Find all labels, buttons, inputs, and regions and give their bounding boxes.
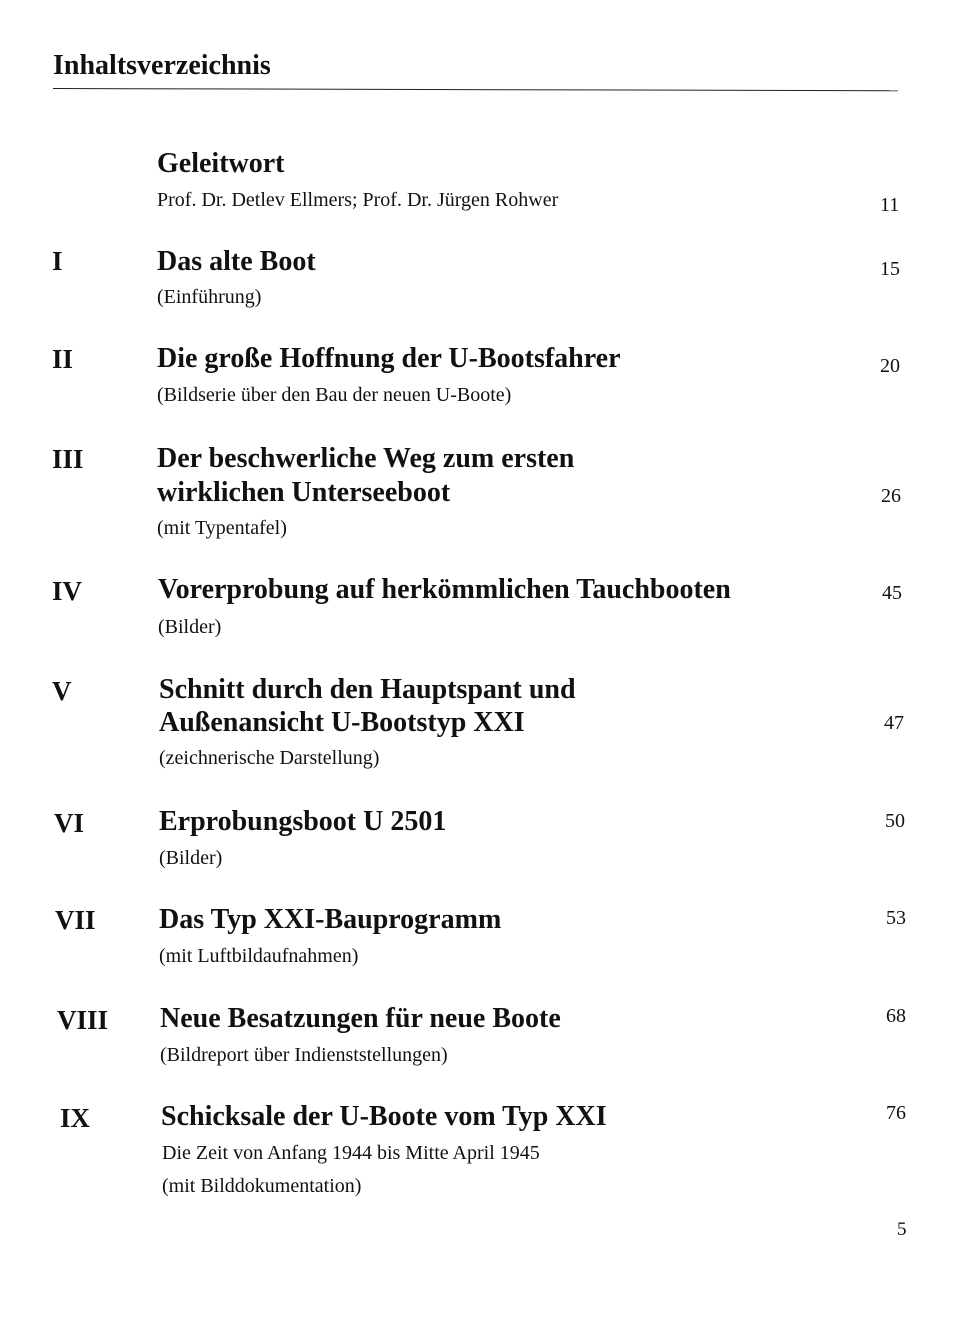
chapter-numeral: II bbox=[52, 344, 74, 374]
entry-subtitle: (Bildreport über Indienststellungen) bbox=[160, 1044, 448, 1066]
entry-title: Das alte Boot bbox=[157, 246, 316, 277]
entry-subtitle: (mit Luftbildaufnahmen) bbox=[159, 945, 359, 967]
entry-page-number: 47 bbox=[884, 712, 904, 734]
chapter-numeral: V bbox=[52, 676, 72, 706]
entry-title: Geleitwort bbox=[157, 148, 285, 179]
entry-title: Schnitt durch den Hauptspant und bbox=[159, 674, 576, 705]
chapter-numeral: VIII bbox=[57, 1005, 109, 1035]
entry-subtitle: (Einführung) bbox=[157, 286, 262, 308]
entry-page-number: 11 bbox=[880, 194, 900, 216]
entry-subtitle: (Bilder) bbox=[158, 616, 222, 638]
page-title: Inhaltsverzeichnis bbox=[53, 50, 271, 81]
entry-page-number: 50 bbox=[885, 810, 905, 832]
entry-title-line-2: Außenansicht U-Bootstyp XXI bbox=[159, 707, 525, 738]
entry-title-line-2: wirklichen Unterseeboot bbox=[157, 477, 451, 508]
entry-subtitle: Prof. Dr. Detlev Ellmers; Prof. Dr. Jürgen Rohwer bbox=[157, 189, 559, 211]
entry-page-number: 68 bbox=[886, 1005, 906, 1027]
entry-subtitle: (mit Typentafel) bbox=[157, 517, 287, 539]
entry-title: Erprobungsboot U 2501 bbox=[159, 806, 447, 837]
chapter-numeral: VII bbox=[55, 905, 96, 935]
entry-title: Schicksale der U-Boote vom Typ XXI bbox=[161, 1101, 607, 1132]
chapter-numeral: I bbox=[52, 246, 63, 276]
chapter-numeral: VI bbox=[54, 808, 85, 838]
entry-title: Vorerprobung auf herkömmlichen Tauchbooten bbox=[158, 574, 731, 605]
entry-page-number: 26 bbox=[881, 485, 901, 507]
chapter-numeral: IX bbox=[60, 1103, 91, 1133]
entry-page-number: 15 bbox=[880, 258, 900, 280]
entry-page-number: 76 bbox=[886, 1102, 906, 1124]
page-number: 5 bbox=[897, 1219, 907, 1240]
header-rule bbox=[53, 88, 898, 91]
entry-page-number: 20 bbox=[880, 355, 900, 377]
entry-subtitle-line-2: (mit Bilddokumentation) bbox=[162, 1175, 362, 1197]
entry-title: Die große Hoffnung der U-Bootsfahrer bbox=[157, 343, 621, 374]
entry-subtitle: (zeichnerische Darstellung) bbox=[159, 747, 380, 769]
entry-title: Neue Besatzungen für neue Boote bbox=[160, 1003, 561, 1034]
entry-subtitle: Die Zeit von Anfang 1944 bis Mitte April 1945 bbox=[162, 1142, 540, 1164]
entry-subtitle: (Bildserie über den Bau der neuen U-Boote) bbox=[157, 384, 512, 406]
chapter-numeral: IV bbox=[52, 576, 83, 606]
entry-subtitle: (Bilder) bbox=[159, 847, 223, 869]
chapter-numeral: III bbox=[52, 444, 84, 474]
entry-title: Das Typ XXI-Bauprogramm bbox=[159, 904, 502, 935]
entry-page-number: 53 bbox=[886, 907, 906, 929]
entry-page-number: 45 bbox=[882, 582, 902, 604]
entry-title: Der beschwerliche Weg zum ersten bbox=[157, 443, 575, 474]
